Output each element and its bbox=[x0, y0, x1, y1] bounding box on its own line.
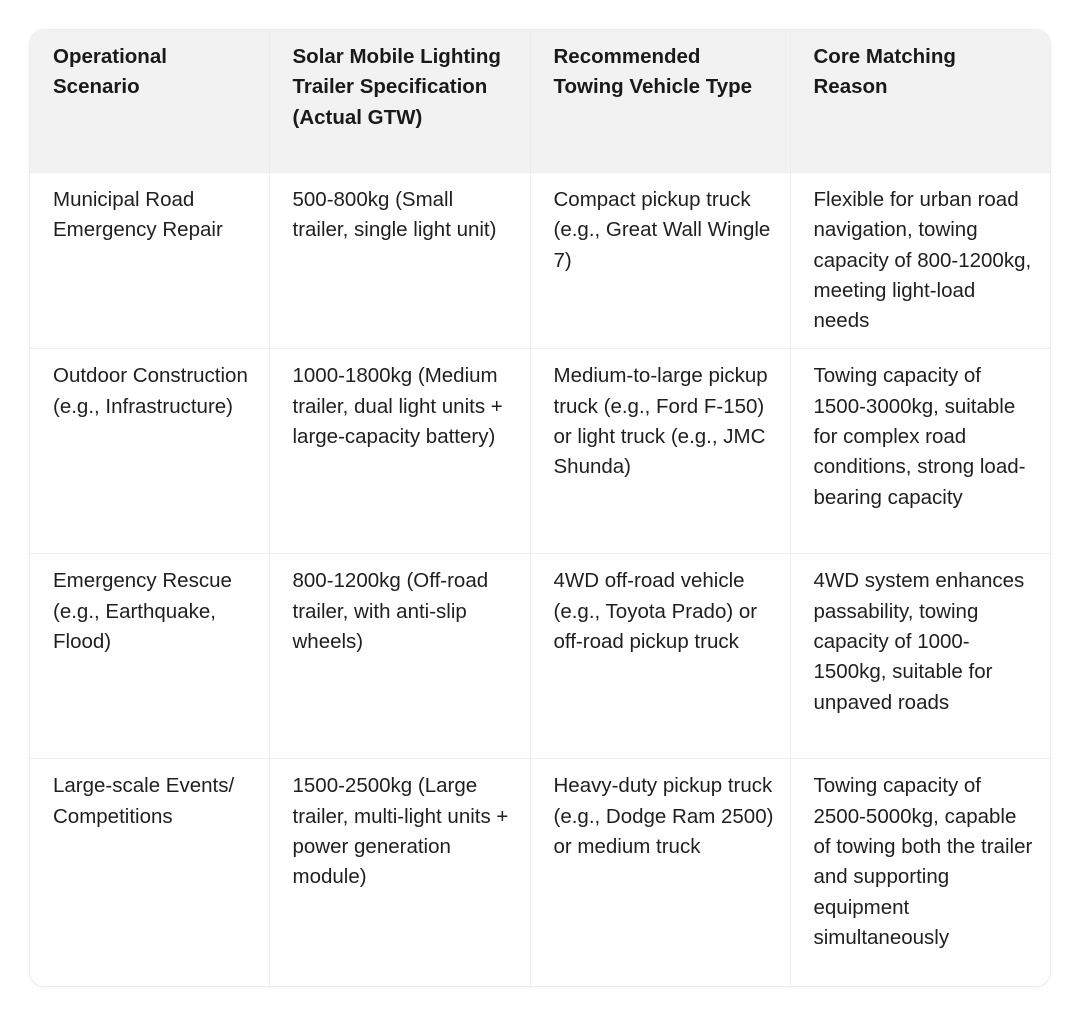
cell-specification: 800-1200kg (Off-road trailer, with anti-slip wheels) bbox=[269, 554, 530, 759]
cell-vehicle-type: Medium-to-large pickup truck (e.g., Ford F-150) or light truck (e.g., JMC Shunda) bbox=[530, 349, 790, 554]
header-row bbox=[30, 30, 1050, 173]
table-row bbox=[30, 349, 1050, 554]
header-towing-vehicle-type: Recommended Towing Vehicle Type bbox=[530, 30, 790, 173]
cell-scenario: Emergency Rescue (e.g., Earthquake, Flood) bbox=[30, 554, 269, 759]
header-trailer-specification: Solar Mobile Lighting Trailer Specification (Actual GTW) bbox=[269, 30, 530, 173]
table-row bbox=[30, 554, 1050, 759]
header-operational-scenario: Operational Scenario bbox=[30, 30, 269, 173]
cell-specification: 500-800kg (Small trailer, single light unit) bbox=[269, 173, 530, 349]
cell-vehicle-type: Heavy-duty pickup truck (e.g., Dodge Ram 2500) or medium truck bbox=[530, 759, 790, 986]
cell-specification: 1000-1800kg (Medium trailer, dual light units + large-capacity battery) bbox=[269, 349, 530, 554]
header-core-matching-reason: Core Matching Reason bbox=[790, 30, 1050, 173]
cell-matching-reason: Towing capacity of 1500-3000kg, suitable for complex road conditions, strong load-bearing capacity bbox=[790, 349, 1050, 554]
table-row bbox=[30, 759, 1050, 986]
cell-scenario: Outdoor Construction (e.g., Infrastructure) bbox=[30, 349, 269, 554]
comparison-table bbox=[30, 30, 1050, 986]
table-header bbox=[30, 30, 1050, 173]
cell-matching-reason: 4WD system enhances passability, towing capacity of 1000-1500kg, suitable for unpaved roads bbox=[790, 554, 1050, 759]
table-body bbox=[30, 173, 1050, 987]
cell-scenario: Municipal Road Emergency Repair bbox=[30, 173, 269, 349]
cell-vehicle-type: 4WD off-road vehicle (e.g., Toyota Prado) or off-road pickup truck bbox=[530, 554, 790, 759]
cell-matching-reason: Flexible for urban road navigation, towing capacity of 800-1200kg, meeting light-load needs bbox=[790, 173, 1050, 349]
cell-scenario: Large-scale Events/ Competitions bbox=[30, 759, 269, 986]
cell-vehicle-type: Compact pickup truck (e.g., Great Wall Wingle 7) bbox=[530, 173, 790, 349]
comparison-table-card bbox=[30, 30, 1050, 986]
cell-matching-reason: Towing capacity of 2500-5000kg, capable of towing both the trailer and supporting equipment simultaneously bbox=[790, 759, 1050, 986]
cell-specification: 1500-2500kg (Large trailer, multi-light units + power generation module) bbox=[269, 759, 530, 986]
table-row bbox=[30, 173, 1050, 349]
